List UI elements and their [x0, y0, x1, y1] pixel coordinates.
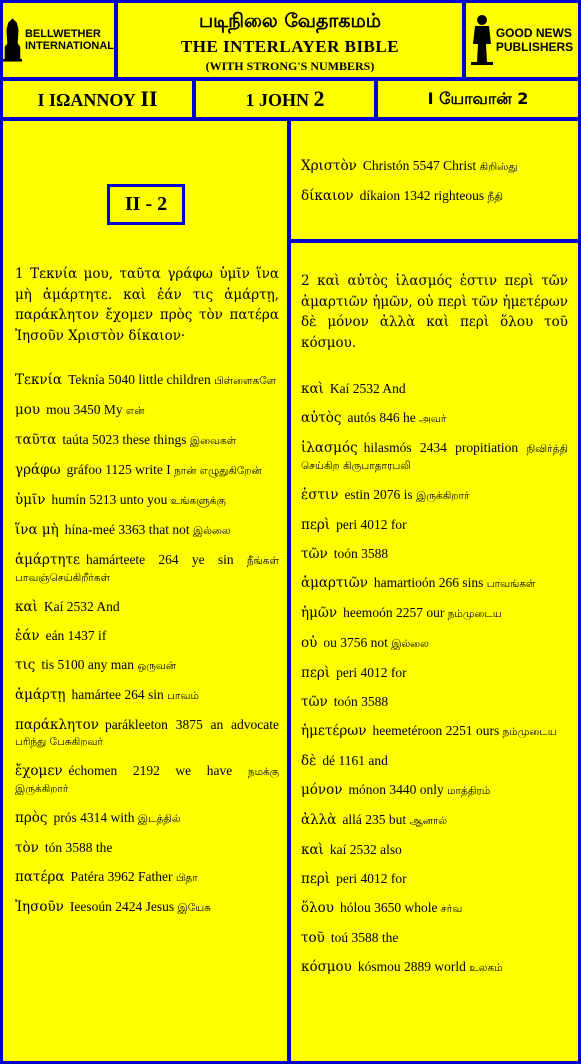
greek-word: ἵνα μὴ	[15, 522, 59, 538]
book-english-number: 2	[313, 86, 325, 111]
word-gloss: tón 3588 the	[44, 840, 113, 855]
book-english-name: 1 JOHN	[245, 90, 314, 110]
word-gloss: Teknía 5040 little children	[68, 372, 211, 387]
tamil-gloss: இவைகள்	[189, 435, 237, 447]
greek-word: ὑμῖν	[15, 492, 46, 508]
title-english: THE INTERLAYER BIBLE	[180, 37, 400, 56]
word-entry	[15, 717, 279, 750]
greek-word: τῶν	[301, 694, 328, 710]
word-gloss: hamartioón 266 sins	[373, 575, 484, 590]
tamil-gloss: பரிந்து பேசுகிறவர்	[15, 736, 103, 748]
word-gloss: hína-meé 3363 that not	[64, 522, 190, 537]
word-entry	[301, 410, 568, 427]
tamil-gloss: ஒருவன்	[137, 660, 177, 672]
word-entry	[301, 487, 568, 504]
word-entry	[301, 782, 568, 799]
word-gloss: mou 3450 My	[46, 402, 123, 417]
word-gloss: ou 3756 not	[323, 635, 388, 650]
word-entry	[301, 812, 568, 829]
word-gloss: hilasmós 2434 propitiation	[363, 440, 519, 455]
word-gloss: Kaí 2532 And	[329, 381, 406, 396]
word-entry	[301, 381, 568, 397]
greek-word: ἔχομεν	[15, 763, 63, 779]
tamil-gloss: நம்முடைய	[502, 726, 557, 738]
word-gloss: parákleeton 3875 an advocate	[104, 717, 279, 732]
word-gloss: heemetéroon 2251 ours	[372, 723, 500, 738]
tamil-gloss: நான் எழுதுகிறேன்	[174, 465, 262, 477]
tamil-gloss: உலகம்	[469, 962, 503, 974]
greek-word: ἱλασμός	[301, 440, 358, 456]
greek-word: μου	[15, 402, 41, 418]
greek-word: ἁμάρτητε	[15, 552, 80, 568]
book-greek-name: I ΙΩΑΝΝΟΥ	[37, 90, 141, 110]
tamil-gloss: பாவங்கள்	[486, 578, 536, 590]
greek-word: πατέρα	[15, 869, 65, 885]
greek-word: καὶ	[15, 599, 38, 615]
word-entry	[15, 432, 279, 449]
book-tamil-name: I யோவான் 2	[427, 89, 529, 108]
greek-word: ἐάν	[15, 628, 40, 644]
greek-word: πρὸς	[15, 810, 48, 826]
word-entry	[15, 522, 279, 539]
word-entry	[15, 840, 279, 856]
greek-word: κόσμου	[301, 959, 352, 975]
word-gloss: Ieesoún 2424 Jesus	[69, 899, 175, 914]
greek-word: περὶ	[301, 517, 331, 533]
verse-2-word-list	[301, 381, 568, 976]
greek-word: ἡμετέρων	[301, 723, 367, 739]
logo-left-line2: INTERNATIONAL	[24, 40, 114, 52]
tamil-gloss: நம்முடைய	[447, 608, 502, 620]
greek-word: ἀλλὰ	[301, 812, 337, 828]
word-entry	[15, 657, 279, 674]
greek-word: ταῦτα	[15, 432, 57, 448]
word-gloss: autós 846 he	[347, 410, 416, 425]
word-gloss: dé 1161 and	[322, 753, 388, 768]
greek-word: καὶ	[301, 842, 324, 858]
tamil-gloss: இல்லை	[391, 638, 429, 650]
greek-word: δίκαιον	[301, 188, 354, 204]
greek-word: ἐστιν	[301, 487, 339, 503]
word-entry	[301, 723, 568, 740]
word-gloss: toón 3588	[333, 694, 389, 709]
word-entry	[15, 869, 279, 886]
word-gloss: Kaí 2532 And	[43, 599, 120, 614]
greek-word: ἁμάρτῃ	[15, 687, 66, 703]
word-entry	[301, 517, 568, 533]
good-news-logo	[466, 3, 578, 77]
tamil-gloss: இல்லை	[193, 525, 231, 537]
greek-word: γράφω	[15, 462, 61, 478]
logo-right-line2: PUBLISHERS	[495, 40, 574, 54]
tamil-gloss: இயேசு	[177, 902, 212, 914]
greek-word: δὲ	[301, 753, 317, 769]
tamil-gloss: இடத்தில்	[137, 813, 181, 825]
word-entry	[301, 930, 568, 946]
greek-word: τῶν	[301, 546, 328, 562]
logo-left-line1: BELLWETHER	[24, 28, 101, 40]
word-gloss: toú 3588 the	[330, 930, 399, 945]
tamil-gloss: பாவம்	[167, 690, 199, 702]
word-entry	[15, 552, 279, 586]
word-gloss: hólou 3650 whole	[340, 900, 438, 915]
greek-word: περὶ	[301, 871, 331, 887]
word-gloss: hamárteete 264 ye sin	[85, 552, 234, 567]
verse-1-text: 1 Τεκνία μου, ταῦτα γράφω ὑμῖν ἵνα μὴ ἁμάρτητε. καὶ ἐάν τις ἁμάρτῃ, παράκλητον ἔχομεν πρὸς τὸν πατέρα Ἰησοῦν Χριστὸν δίκαιον·	[15, 266, 279, 344]
tamil-gloss: நமக்கு இருக்கிறார்	[15, 766, 280, 795]
word-gloss: kósmou 2889 world	[357, 959, 466, 974]
word-entry	[301, 188, 568, 205]
word-entry	[15, 599, 279, 615]
word-entry	[15, 372, 279, 389]
sheep-icon	[3, 14, 22, 66]
greek-word: καὶ	[301, 381, 324, 397]
greek-word: παράκλητον	[15, 717, 99, 733]
word-gloss: heemoón 2257 our	[343, 605, 445, 620]
greek-word: ὅλου	[301, 900, 335, 916]
verse-2-text: 2 καὶ αὐτὸς ἱλασμός ἐστιν περὶ τῶν ἁμαρτιῶν ἡμῶν, οὐ περὶ τῶν ἡμετέρων δὲ μόνον ἀλλὰ καὶ περὶ ὅλου τοῦ κόσμου.	[301, 273, 568, 351]
tamil-gloss: உங்களுக்கு	[170, 495, 226, 507]
greek-word: Χριστὸν	[301, 158, 357, 174]
tamil-gloss: அவர்	[419, 413, 447, 425]
book-title-tamil	[378, 81, 578, 117]
word-entry	[301, 158, 568, 175]
word-entry	[15, 687, 279, 704]
word-entry	[301, 546, 568, 562]
greek-word: περὶ	[301, 665, 331, 681]
word-entry	[301, 440, 568, 474]
book-title-greek	[3, 81, 192, 117]
word-entry	[15, 810, 279, 827]
word-entry	[301, 900, 568, 917]
word-entry	[301, 694, 568, 710]
word-gloss: Patéra 3962 Father	[70, 869, 173, 884]
tamil-gloss: நிவிர்த்தி செய்கிற கிருபாதாரபலி	[301, 443, 569, 472]
greek-word: μόνον	[301, 782, 343, 798]
word-entry	[301, 871, 568, 887]
tamil-gloss: இருக்கிறார்	[416, 490, 470, 502]
tamil-gloss: கிறிஸ்து	[479, 161, 518, 173]
book-title-english	[196, 81, 374, 117]
word-gloss: allá 235 but	[342, 812, 407, 827]
word-gloss: kaí 2532 also	[329, 842, 402, 857]
word-entry	[15, 492, 279, 509]
book-greek-number: II	[140, 86, 158, 111]
subtitle: (WITH STRONG'S NUMBERS)	[205, 59, 375, 73]
chapter-label: II - 2	[107, 184, 185, 225]
tamil-gloss: சர்வ	[440, 903, 463, 915]
continuation-word-list	[301, 158, 568, 205]
greek-word: ἡμῶν	[301, 605, 338, 621]
word-entry	[15, 462, 279, 479]
tamil-gloss: பிள்ளைகளே	[214, 375, 277, 387]
word-gloss: peri 4012 for	[336, 665, 407, 680]
continuation-panel	[291, 121, 578, 239]
word-gloss: toón 3588	[333, 546, 389, 561]
word-entry	[301, 753, 568, 769]
word-gloss: prós 4314 with	[53, 810, 135, 825]
word-gloss: Christón 5547 Christ	[362, 158, 477, 173]
tamil-gloss: பிதா	[175, 872, 198, 884]
title-tamil: படிநிலை வேதாகமம்	[198, 10, 382, 32]
greek-word: ἁμαρτιῶν	[301, 575, 368, 591]
title-block	[118, 3, 462, 77]
word-gloss: díkaion 1342 righteous	[359, 188, 485, 203]
greek-word: τις	[15, 657, 36, 673]
greek-word: τὸν	[15, 840, 39, 856]
word-gloss: peri 4012 for	[336, 517, 407, 532]
word-gloss: gráfoo 1125 write I	[66, 462, 171, 477]
tamil-gloss: மாத்திரம்	[447, 785, 491, 797]
word-entry	[15, 402, 279, 419]
word-entry	[15, 628, 279, 644]
word-entry	[301, 635, 568, 652]
word-entry	[301, 575, 568, 592]
figure-icon	[471, 14, 493, 66]
word-entry	[15, 763, 279, 797]
greek-word: οὐ	[301, 635, 318, 651]
tamil-gloss: நீதி	[487, 191, 503, 203]
word-gloss: humín 5213 unto you	[51, 492, 168, 507]
word-entry	[15, 899, 279, 916]
word-gloss: peri 4012 for	[336, 871, 407, 886]
word-gloss: échomen 2192 we have	[68, 763, 233, 778]
word-entry	[301, 959, 568, 976]
word-entry	[301, 842, 568, 858]
tamil-gloss: என்	[126, 405, 145, 417]
greek-word: Τεκνία	[15, 372, 63, 388]
verse-1-word-list	[15, 372, 279, 916]
greek-word: τοῦ	[301, 930, 325, 946]
word-gloss: eán 1437 if	[45, 628, 107, 643]
verse-1-panel	[3, 121, 287, 1061]
greek-word: Ἰησοῦν	[15, 899, 64, 915]
word-gloss: mónon 3440 only	[348, 782, 444, 797]
word-entry	[301, 605, 568, 622]
tamil-gloss: ஆனால்	[409, 815, 448, 827]
bellwether-logo	[3, 3, 114, 77]
word-gloss: taúta 5023 these things	[62, 432, 187, 447]
word-gloss: estin 2076 is	[344, 487, 413, 502]
logo-right-line1: GOOD NEWS	[495, 26, 572, 40]
word-gloss: hamártee 264 sin	[71, 687, 164, 702]
verse-2-panel	[291, 243, 578, 1061]
word-entry	[301, 665, 568, 681]
tamil-gloss: நீங்கள் பாவஞ்செய்கிறீர்கள்	[15, 555, 279, 584]
word-gloss: tis 5100 any man	[41, 657, 134, 672]
greek-word: αὐτὸς	[301, 410, 342, 426]
